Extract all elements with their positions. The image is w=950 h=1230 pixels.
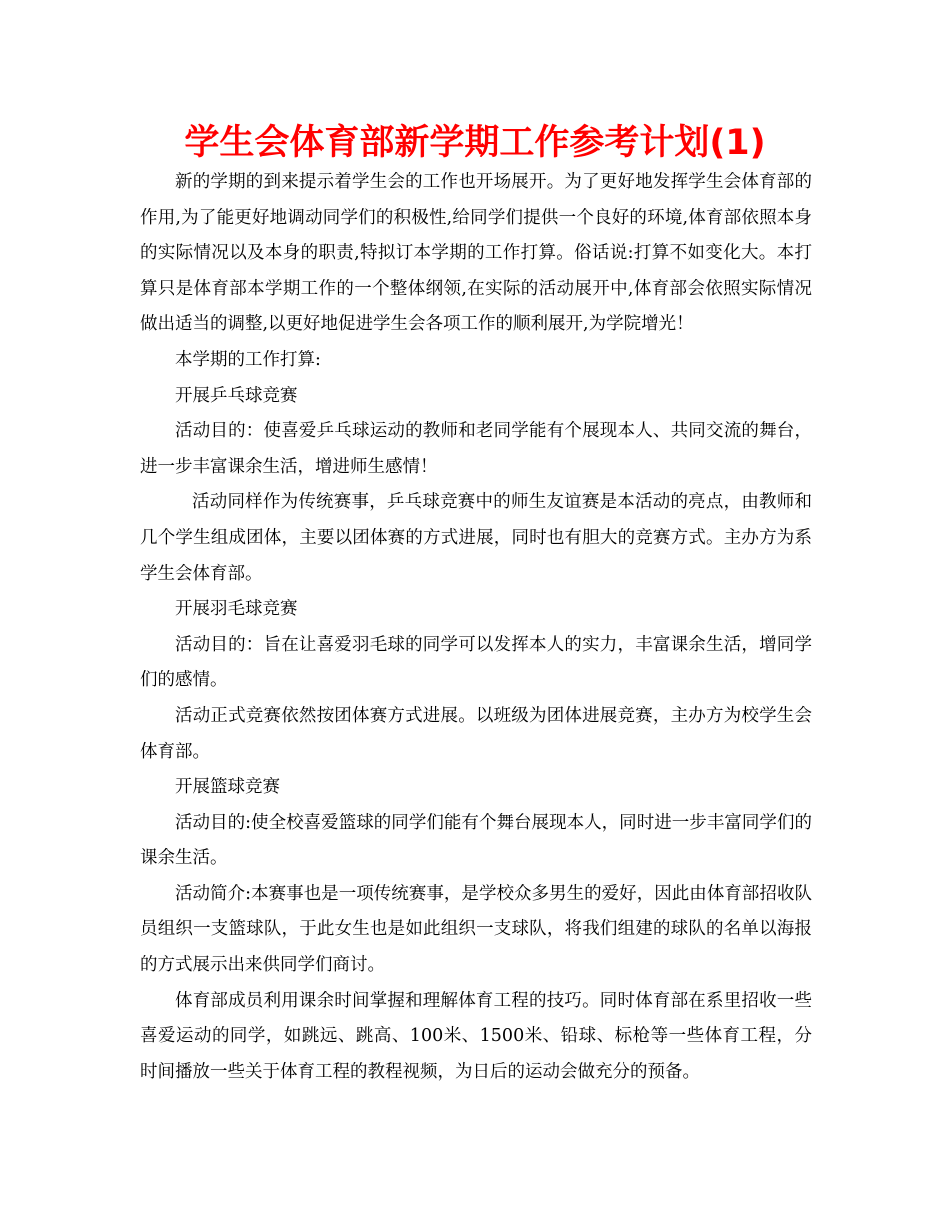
section-heading-badminton: 开展羽毛球竞赛: [175, 599, 298, 620]
document-body: [140, 165, 812, 1090]
section-heading-basketball: 开展篮球竞赛: [175, 777, 280, 798]
paragraph-table-tennis-details: 活动同样作为传统赛事，乒乓球竞赛中的师生友谊赛是本活动的亮点，由教师和几个学生组成团体，主要以团体赛的方式进展，同时也有胆大的竞赛方式。主办方为系学生会体育部。: [140, 492, 812, 584]
paragraph-plan-heading: 本学期的工作打算:: [175, 349, 321, 370]
document-title: 学生会体育部新学期工作参考计划(1): [184, 123, 766, 163]
paragraph-table-tennis-purpose: 活动目的：使喜爱乒乓球运动的教师和老同学能有个展现本人、共同交流的舞台，进一步丰富课余生活，增进师生感情！: [140, 421, 812, 477]
paragraph-training: 体育部成员利用课余时间掌握和理解体育工程的技巧。同时体育部在系里招收一些喜爱运动的同学，如跳远、跳高、100米、1500米、铅球、标枪等一些体育工程，分时间播放一些关于体育工程的教程视频，为日后的运动会做充分的预备。: [140, 990, 812, 1082]
section-heading-table-tennis: 开展乒乓球竞赛: [175, 385, 298, 406]
paragraph-intro: 新的学期的到来提示着学生会的工作也开场展开。为了更好地发挥学生会体育部的作用,为了能更好地调动同学们的积极性,给同学们提供一个良好的环境,体育部依照本身的实际情况以及本身的职责,特拟订本学期的工作打算。俗话说:打算不如变化大。本打算只是体育部本学期工作的一个整体纲领,在实际的活动展开中,体育部会依照实际情况做出适当的调整,以更好地促进学生会各项工作的顺利展开,为学院增光！: [140, 172, 812, 335]
paragraph-basketball-intro: 活动简介:本赛事也是一项传统赛事，是学校众多男生的爱好，因此由体育部招收队员组织一支篮球队，于此女生也是如此组织一支球队，将我们组建的球队的名单以海报的方式展示出来供同学们商讨。: [140, 883, 812, 976]
paragraph-basketball-purpose: 活动目的:使全校喜爱篮球的同学们能有个舞台展现本人，同时进一步丰富同学们的课余生活。: [140, 812, 812, 869]
paragraph-badminton-purpose: 活动目的：旨在让喜爱羽毛球的同学可以发挥本人的实力，丰富课余生活，增同学们的感情。: [140, 634, 812, 691]
paragraph-badminton-details: 活动正式竞赛依然按团体赛方式进展。以班级为团体进展竞赛，主办方为校学生会体育部。: [140, 705, 812, 762]
